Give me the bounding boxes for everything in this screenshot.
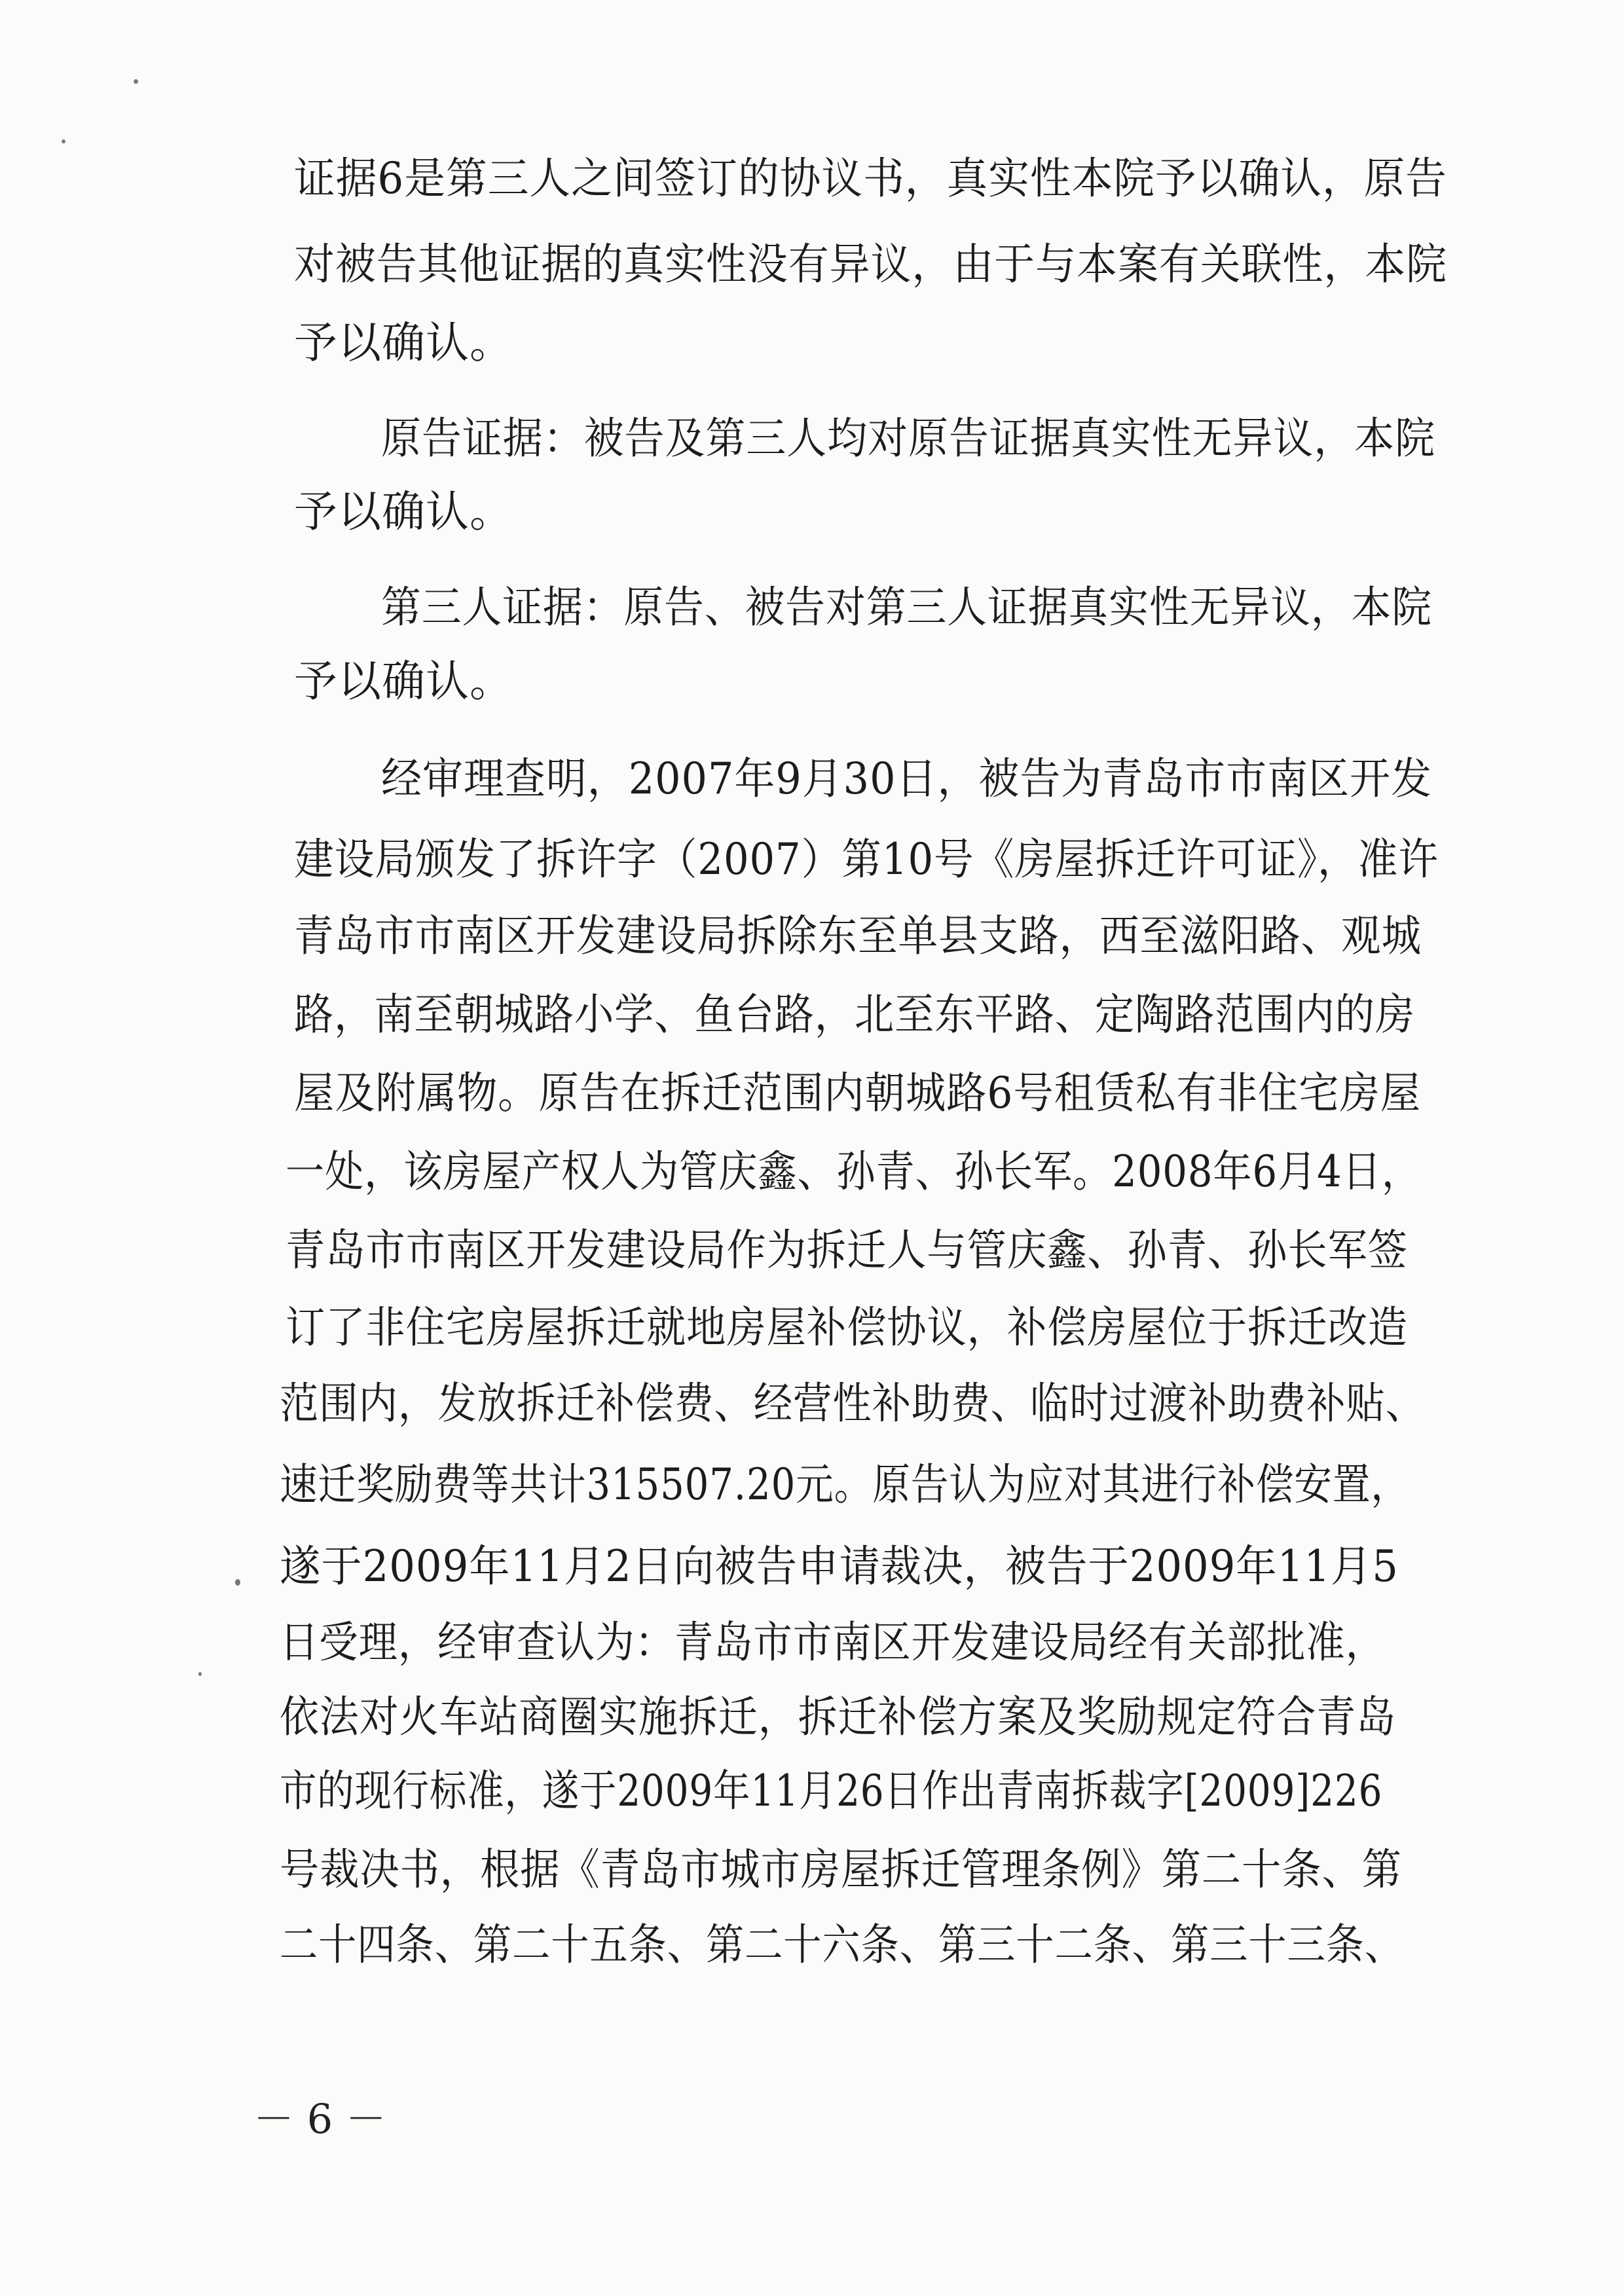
text-line: 遂于2009年11月2日向被告申请裁决，被告于2009年11月5 [280, 1541, 1399, 1592]
text-line: 经审理查明，2007年9月30日，被告为青岛市市南区开发 [381, 754, 1432, 804]
text-line: 路，南至朝城路小学、鱼台路，北至东平路、定陶路范围内的房 [294, 989, 1415, 1040]
scan-speck [62, 139, 65, 143]
scan-speck [235, 1579, 240, 1586]
text-line: 号裁决书，根据《青岛市城市房屋拆迁管理条例》第二十条、第 [280, 1844, 1402, 1895]
scan-speck [198, 1672, 202, 1676]
text-line: 原告证据：被告及第三人均对原告证据真实性无异议，本院 [381, 413, 1435, 464]
page-number: － 6 － [253, 2095, 386, 2143]
text-line: 订了非住宅房屋拆迁就地房屋补偿协议，补偿房屋位于拆迁改造 [286, 1302, 1408, 1353]
scan-speck [134, 79, 138, 84]
text-line: 证据6是第三人之间签订的协议书，真实性本院予以确认，原告 [294, 153, 1447, 204]
text-line: 速迁奖励费等共计315507.20元。原告认为应对其进行补偿安置， [280, 1459, 1409, 1510]
text-line: 予以确认。 [294, 318, 513, 368]
text-line: 青岛市市南区开发建设局作为拆迁人与管庆鑫、孙青、孙长军签 [286, 1225, 1408, 1275]
text-line: 第三人证据：原告、被告对第三人证据真实性无异议，本院 [381, 582, 1432, 632]
text-line: 予以确认。 [294, 486, 513, 537]
text-line: 市的现行标准，遂于2009年11月26日作出青南拆裁字[2009]226 [280, 1766, 1383, 1816]
text-line: 二十四条、第二十五条、第二十六条、第三十二条、第三十三条、 [280, 1920, 1403, 1970]
text-line: 依法对火车站商圈实施拆迁，拆迁补偿方案及奖励规定符合青岛 [280, 1692, 1396, 1742]
text-line: 范围内，发放拆迁补偿费、经营性补助费、临时过渡补助费补贴、 [280, 1378, 1425, 1429]
text-line: 对被告其他证据的真实性没有异议，由于与本案有关联性，本院 [294, 239, 1447, 289]
text-line: 日受理，经审查认为：青岛市市南区开发建设局经有关部批准， [280, 1617, 1385, 1667]
text-line: 予以确认。 [294, 656, 513, 706]
text-line: 屋及附属物。原告在拆迁范围内朝城路6号租赁私有非住宅房屋 [294, 1068, 1421, 1118]
text-line: 建设局颁发了拆许字（2007）第10号《房屋拆迁许可证》，准许 [294, 834, 1439, 884]
text-line: 一处，该房屋产权人为管庆鑫、孙青、孙长军。2008年6月4日， [286, 1146, 1421, 1197]
text-line: 青岛市市南区开发建设局拆除东至单县支路，西至滋阳路、观城 [294, 911, 1422, 961]
